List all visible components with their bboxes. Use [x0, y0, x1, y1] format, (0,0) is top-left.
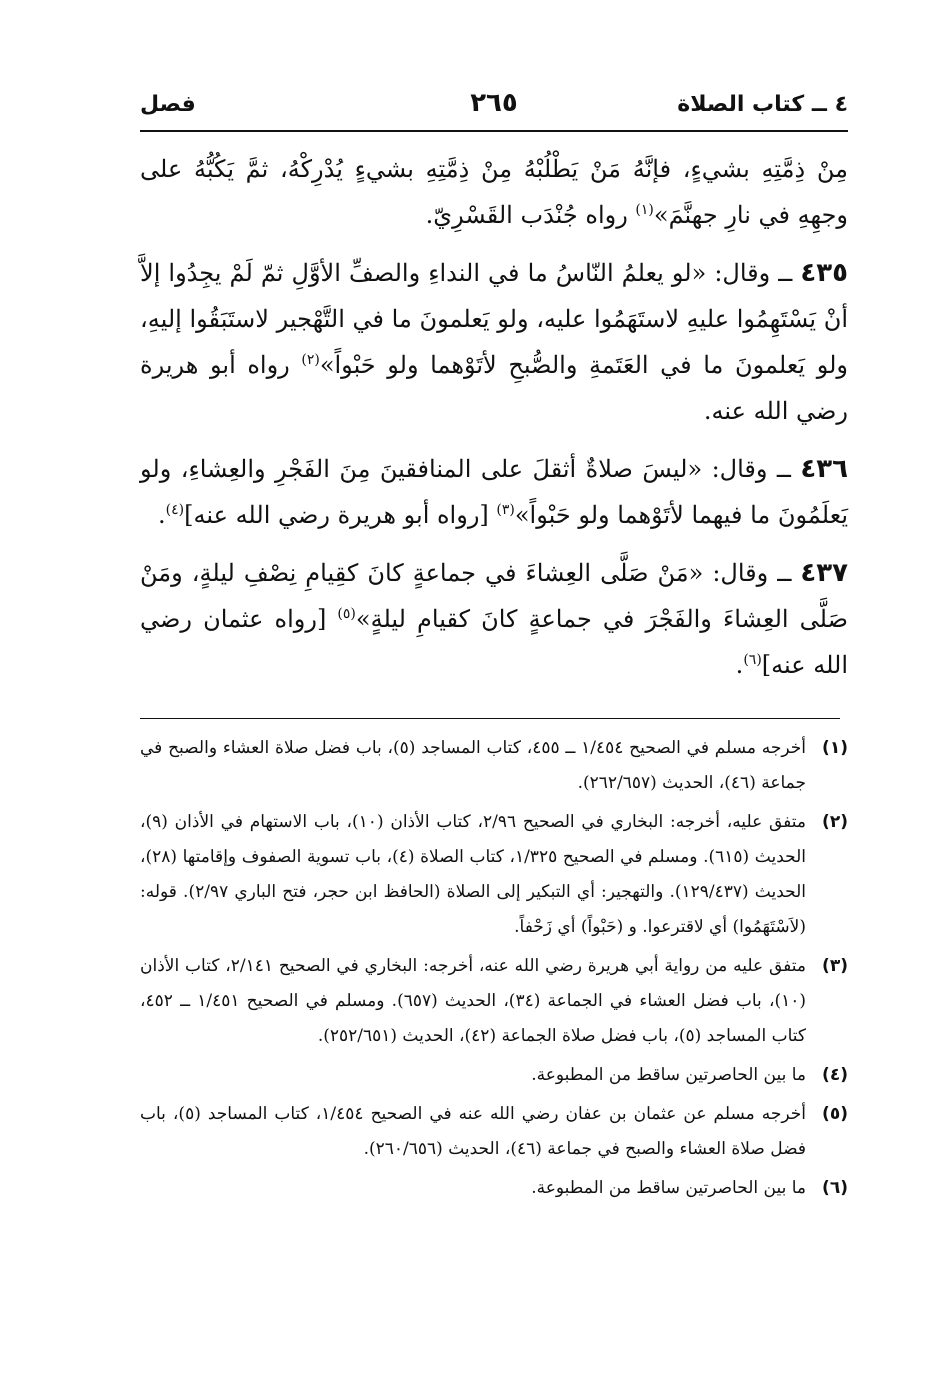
paragraph-tail: رواه جُنْدَب القَسْرِيّ. [425, 201, 636, 229]
footnote-ref: (١) [635, 202, 654, 218]
hadith-number: ٤٣٥ [800, 258, 848, 288]
footnote-ref: (٣) [496, 502, 515, 518]
hadith-end: . [735, 651, 744, 679]
hadith-text: ــ وقال: «مَنْ صَلَّى العِشاءَ في جماعةٍ كانَ كقِيامِ نِصْفِ ليلةٍ، ومَنْ صَلَّى العِشاءَ والفَجْرَ في جماعةٍ كانَ كقيامِ ليلةٍ» [140, 559, 848, 633]
footnote-text: ما بين الحاصرتين ساقط من المطبوعة. [531, 1065, 806, 1085]
footnote-text: أخرجه مسلم عن عثمان بن عفان رضي الله عنه في الصحيح ١/٤٥٤، كتاب المساجد (٥)، باب فضل صلاة العشاء والصبح في جماعة (٤٦)، الحديث (٢٦٠/٦٥٦). [140, 1104, 806, 1159]
footnote-mark: (٣) [822, 956, 848, 976]
page-header [140, 88, 848, 126]
footnote-ref: (٦) [743, 652, 762, 668]
hadith-number: ٤٣٦ [800, 454, 848, 484]
hadith-number: ٤٣٧ [800, 558, 848, 588]
hadith-text: ــ وقال: «ليسَ صلاةٌ أثقلَ على المنافقينَ مِنَ الفَجْرِ والعِشاءِ، ولو يَعلَمُونَ ما فيهما لأتَوْهما ولو حَبْواً» [140, 455, 848, 529]
footnote-item [140, 805, 848, 945]
paragraph-continuation [140, 146, 848, 238]
footnote-item [140, 1058, 848, 1093]
footnotes [140, 731, 848, 1206]
footnote-item [140, 1171, 848, 1206]
footnote-item [140, 1097, 848, 1167]
hadith-436 [140, 446, 848, 538]
footnote-text: ما بين الحاصرتين ساقط من المطبوعة. [531, 1178, 806, 1198]
hadith-437 [140, 550, 848, 688]
hadith-435 [140, 250, 848, 434]
footnote-ref: (٢) [301, 352, 320, 368]
footnote-mark: (٦) [822, 1178, 848, 1198]
footnote-divider-wrap [140, 718, 848, 719]
footnote-mark: (٢) [822, 812, 848, 832]
footnote-text: متفق عليه من رواية أبي هريرة رضي الله عنه، أخرجه: البخاري في الصحيح ٢/١٤١، كتاب الأذان (١٠)، باب فضل العشاء في الجماعة (٣٤)، الحديث (٦٥٧). ومسلم في الصحيح ١/٤٥١ ــ ٤٥٢، كتاب المساجد (٥)، باب فضل صلاة الجماعة (٤٢)، الحديث (٢٥٢/٦٥١). [140, 956, 806, 1046]
hadith-tail: [رواه أبو هريرة رضي الله عنه] [184, 501, 497, 529]
hadith-tail: [رواه عثمان رضي الله عنه] [140, 605, 848, 679]
hadith-text: ــ وقال: «لو يعلمُ النّاسُ ما في النداءِ والصفِّ الأوَّلِ ثمّ لَمْ يجِدُوا إلاَّ أنْ يَسْتَهِمُوا عليهِ لاستَهَمُوا عليه، ولو يَعلمونَ ما في التَّهْجير لاستَبَقُوا إليهِ، ولو يَعلمونَ ما في العَتَمةِ والصُّبحِ لأتَوْهما ولو حَبْواً» [140, 259, 849, 379]
main-text [140, 146, 848, 688]
paragraph-text: مِنْ ذِمَّتِهِ بشيءٍ، فإنَّهُ مَنْ يَطْلُبْهُ مِنْ ذِمَّتِهِ بشيءٍ يُدْرِكْهُ، ثمَّ يَكُبُّهُ على وجهِهِ في نارِ جهنَّمَ» [140, 155, 848, 229]
chapter-title: ٤ ــ كتاب الصلاة [677, 92, 848, 117]
footnote-item [140, 731, 848, 801]
book-page [140, 88, 848, 1351]
footnote-mark: (٤) [822, 1065, 848, 1085]
footnote-ref: (٥) [337, 606, 356, 622]
hadith-tail: رواه أبو هريرة رضي الله عنه. [140, 351, 848, 425]
footnote-mark: (٥) [822, 1104, 848, 1124]
footnote-text: أخرجه مسلم في الصحيح ١/٤٥٤ ــ ٤٥٥، كتاب المساجد (٥)، باب فضل صلاة العشاء والصبح في جماعة (٤٦)، الحديث (٢٦٢/٦٥٧). [140, 738, 806, 793]
footnote-mark: (١) [822, 738, 848, 758]
section-title: فصل [140, 92, 196, 117]
header-divider [140, 130, 848, 132]
footnote-ref: (٤) [165, 502, 185, 518]
page-number: ٢٦٥ [470, 88, 518, 118]
hadith-end: . [158, 501, 166, 529]
footnote-item [140, 949, 848, 1054]
footnote-text: متفق عليه، أخرجه: البخاري في الصحيح ٢/٩٦، كتاب الأذان (١٠)، باب الاستهام في الأذان (٩)، الحديث (٦١٥). ومسلم في الصحيح ١/٣٢٥، كتاب الصلاة (٤)، باب تسوية الصفوف وإقامتها (٢٨)، الحديث (١٢٩/٤٣٧). والتهجير: أي التبكير إلى الصلاة (الحافظ ابن حجر، فتح الباري ٢/٩٧). قوله: (لاَسْتَهَمُوا) أي لاقترعوا. و (حَبْواً) أي زَحْفاً. [140, 812, 807, 937]
footnote-divider [140, 718, 840, 719]
